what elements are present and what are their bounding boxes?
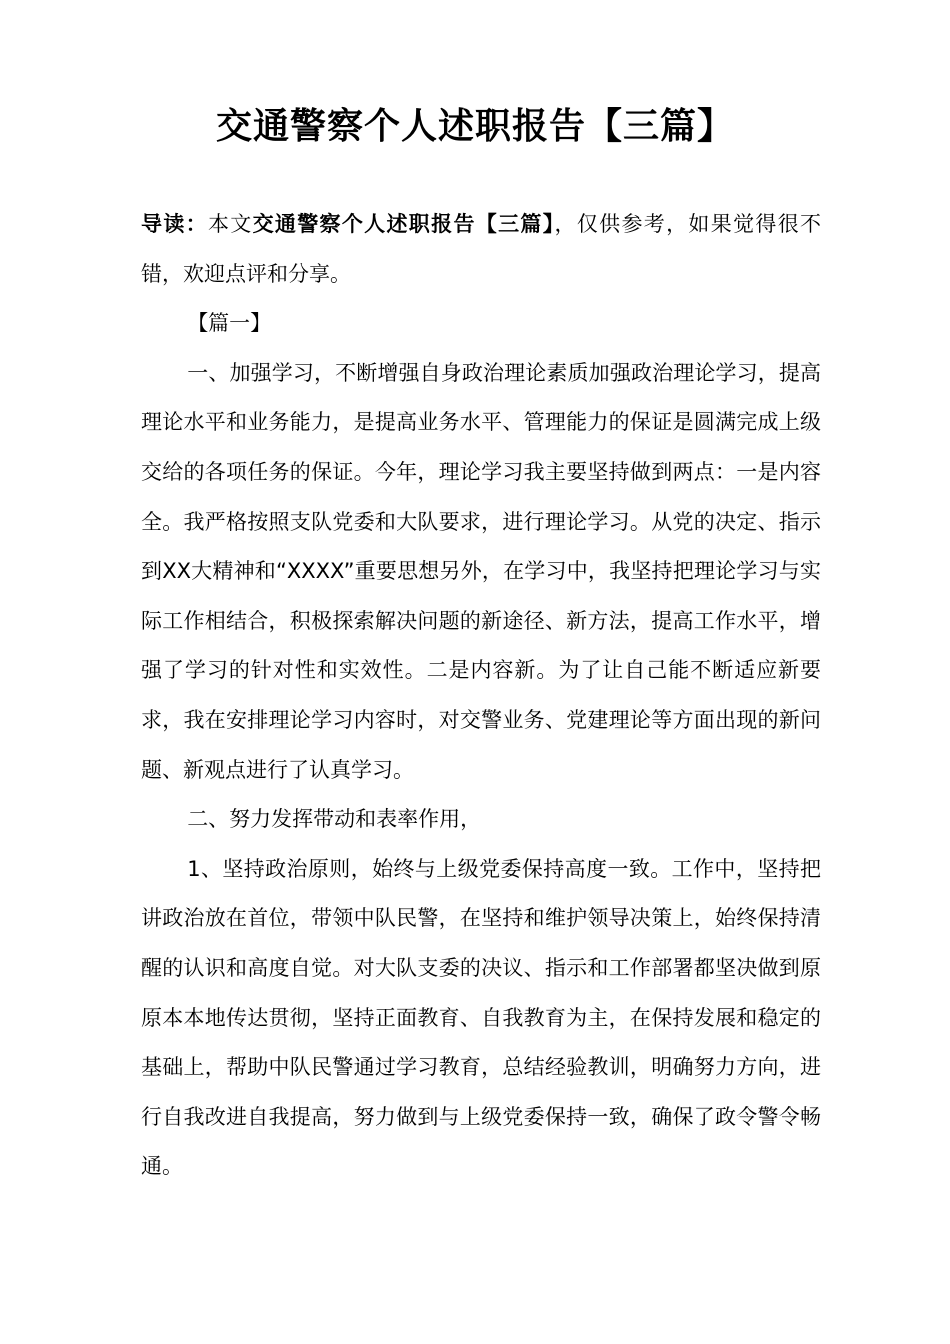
body-paragraph-3: 1、坚持政治原则，始终与上级党委保持高度一致。工作中，坚持把讲政治放在首位，带领中队民警，在坚持和维护领导决策上，始终保持清醒的认识和高度自觉。对大队支委的决议、指示和工作部署都坚决做到原原本本地传达贯彻，坚持正面教育、自我教育为主，在保持发展和稳定的基础上，帮助中队民警通过学习教育，总结经验教训，明确努力方向，进行自我改进自我提高，努力做到与上级党委保持一致，确保了政令警令畅通。 [141, 856, 821, 1179]
document-title: 交通警察个人述职报告【三篇】 [215, 106, 734, 147]
body-paragraph-1: 一、加强学习，不断增强自身政治理论素质加强政治理论学习，提高理论水平和业务能力，是提高业务水平、管理能力的保证是圆满完成上级交给的各项任务的保证。今年，理论学习我主要坚持做到两点：一是内容全。我严格按照支队党委和大队要求，进行理论学习。从党的决定、指示到XX大精神和“XXXX”重要思想另外，在学习中，我坚持把理论学习与实际工作相结合，积极探索解决问题的新途径、新方法，提高工作水平，增强了学习的针对性和实效性。二是内容新。为了让自己能不断适应新要求，我在安排理论学习内容时，对交警业务、党建理论等方面出现的新问题、新观点进行了认真学习。 [141, 360, 821, 782]
intro-text-before: 本文 [207, 212, 253, 236]
section-heading: 【篇一】 [187, 311, 272, 336]
body-paragraph-2: 二、努力发挥带动和表率作用， [187, 807, 482, 832]
intro-text-after: ，仅供参考，如果觉得很不错，欢迎点评和分享。 [141, 212, 822, 286]
document-body [141, 200, 821, 1192]
intro-highlight: 交通警察个人述职报告【三篇】 [252, 212, 555, 236]
intro-label: 导读： [141, 212, 208, 236]
intro-paragraph [141, 200, 821, 299]
